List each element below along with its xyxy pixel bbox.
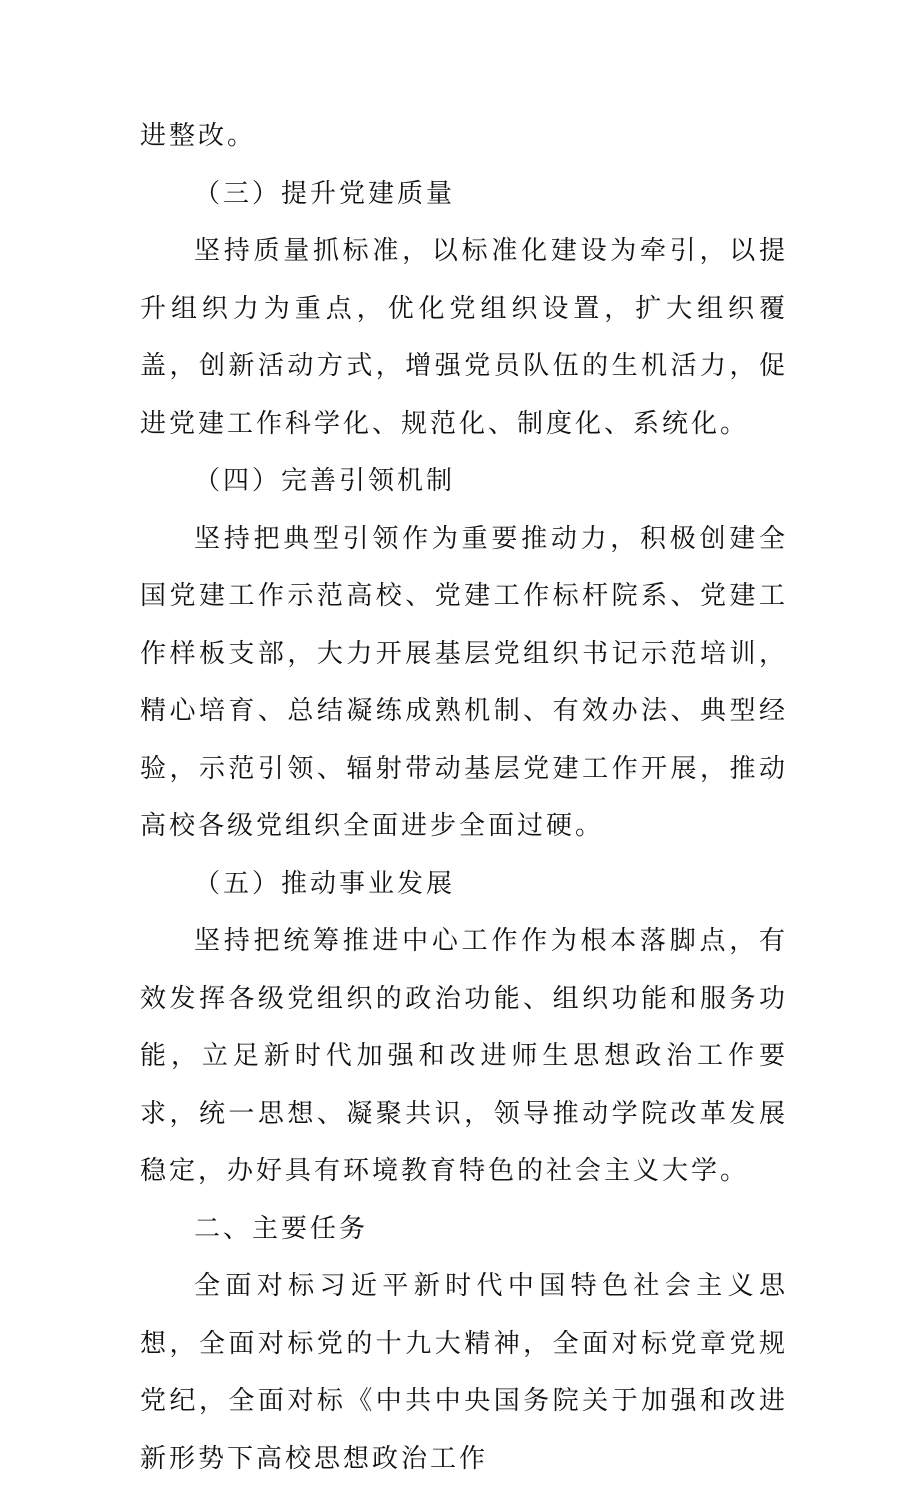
paragraph-development: 坚持把统筹推进中心工作作为根本落脚点，有效发挥各级党组织的政治功能、组织功能和服务功能，立足新时代加强和改进师生思想政治工作要求，统一思想、凝聚共识，领导推动学院改革发展稳定，办好具有环境教育特色的社会主义大学。 [140, 926, 788, 1186]
section-heading-3: （三）提升党建质量 [194, 178, 456, 209]
section-heading-5: （五）推动事业发展 [194, 868, 456, 899]
document-body [140, 108, 788, 1488]
paragraph-quality: 坚持质量抓标准，以标准化建设为牵引，以提升组织力为重点，优化党组织设置，扩大组织覆盖，创新活动方式，增强党员队伍的生机活力，促进党建工作科学化、规范化、制度化、系统化。 [140, 236, 788, 439]
paragraph-tasks: 全面对标习近平新时代中国特色社会主义思想，全面对标党的十九大精神，全面对标党章党规党纪，全面对标《中共中央国务院关于加强和改进新形势下高校思想政治工作 [140, 1271, 788, 1474]
paragraph-continued: 进整改。 [140, 121, 257, 151]
section-heading-tasks: 二、主要任务 [194, 1213, 369, 1244]
paragraph-mechanism: 坚持把典型引领作为重要推动力，积极创建全国党建工作示范高校、党建工作标杆院系、党建工作样板支部，大力开展基层党组织书记示范培训，精心培育、总结凝练成熟机制、有效办法、典型经验，示范引领、辐射带动基层党建工作开展，推动高校各级党组织全面进步全面过硬。 [140, 523, 788, 841]
section-heading-4: （四）完善引领机制 [194, 466, 456, 496]
